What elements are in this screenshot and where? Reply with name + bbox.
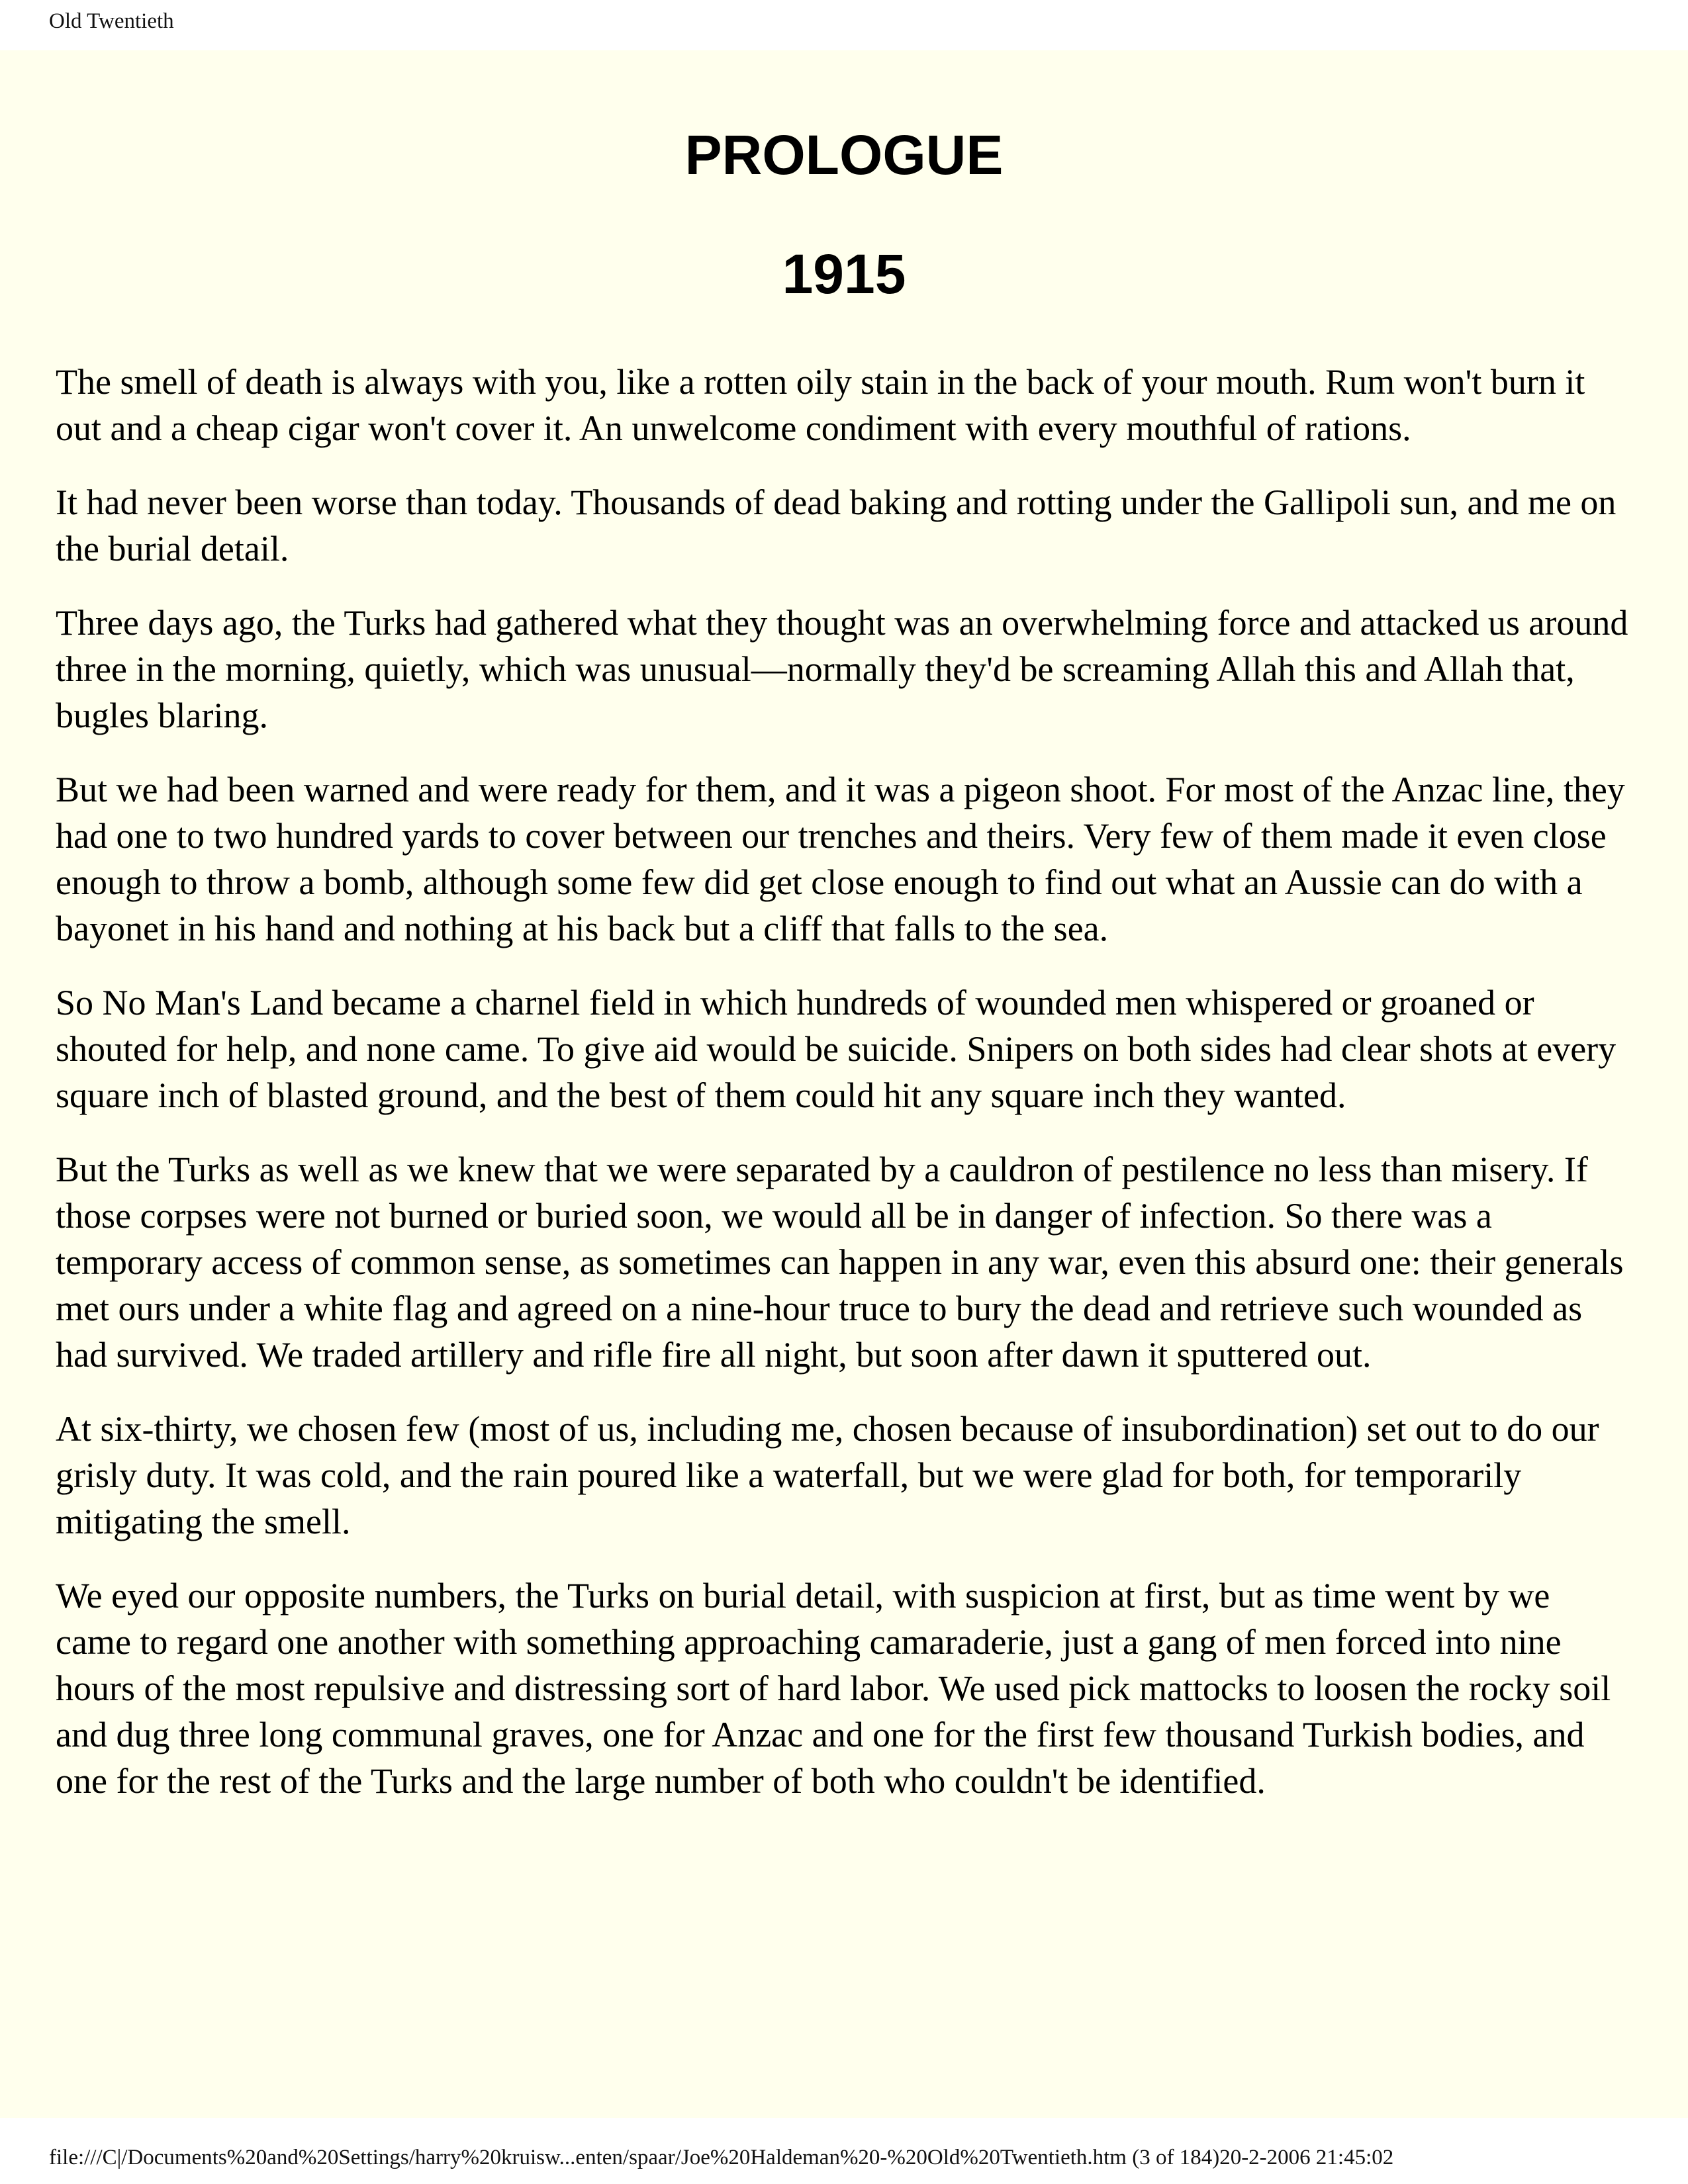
print-footer: file:///C|/Documents%20and%20Settings/harry%20kruisw...enten/spaar/Joe%20Haldeman%20-%20Old%20Twentieth.htm (3 of 184)20-2-2006 21:45:02 <box>49 2146 1394 2169</box>
paragraph-7: At six-thirty, we chosen few (most of us, including me, chosen because of insubordination) set out to do our grisly duty. It was cold, and the rain poured like a waterfall, but we were glad for both, for temporarily mitigating the smell. <box>56 1409 1599 1541</box>
paragraph-6: But the Turks as well as we knew that we were separated by a cauldron of pestilence no less than misery. If those corpses were not burned or buried soon, we would all be in danger of infection. So there was a temporary access of common sense, as sometimes can happen in any war, even this absurd one: their generals met ours under a white flag and agreed on a nine-hour truce to bury the dead and retrieve such wounded as had survived. We traded artillery and rifle fire all night, but soon after dawn it sputtered out. <box>56 1150 1624 1375</box>
chapter-year: 1915 <box>782 243 906 305</box>
paragraph-5: So No Man's Land became a charnel field in which hundreds of wounded men whispered or groaned or shouted for help, and none came. To give aid would be suicide. Snipers on both sides had clear shots at every square inch of blasted ground, and the best of them could hit any square inch they wanted. <box>56 983 1617 1115</box>
chapter-title: PROLOGUE <box>684 124 1004 186</box>
body-text <box>56 359 1631 1832</box>
paragraph-3: Three days ago, the Turks had gathered what they thought was an overwhelming force and attacked us around three in the morning, quietly, which was unusual—normally they'd be screaming Allah this and Allah that, bugles blaring. <box>56 603 1628 735</box>
page-content <box>0 50 1688 2118</box>
paragraph-8: We eyed our opposite numbers, the Turks on burial detail, with suspicion at first, but as time went by we came to regard one another with something approaching camaraderie, just a gang of men forced into nine hours of the most repulsive and distressing sort of hard labor. We used pick mattocks to loosen the rocky soil and dug three long communal graves, one for Anzac and one for the first few thousand Turkish bodies, and one for the rest of the Turks and the large number of both who couldn't be identified. <box>56 1576 1611 1801</box>
print-header: Old Twentieth <box>49 9 174 33</box>
paragraph-2: It had never been worse than today. Thousands of dead baking and rotting under the Gallipoli sun, and me on the burial detail. <box>56 482 1617 569</box>
paragraph-4: But we had been warned and were ready for them, and it was a pigeon shoot. For most of the Anzac line, they had one to two hundred yards to cover between our trenches and theirs. Very few of them made it even close enough to throw a bomb, although some few did get close enough to find out what an Aussie can do with a bayonet in his hand and nothing at his back but a cliff that falls to the sea. <box>56 770 1625 948</box>
paragraph-1: The smell of death is always with you, like a rotten oily stain in the back of your mouth. Rum won't burn it out and a cheap cigar won't cover it. An unwelcome condiment with every mouthful of rations. <box>56 362 1585 448</box>
